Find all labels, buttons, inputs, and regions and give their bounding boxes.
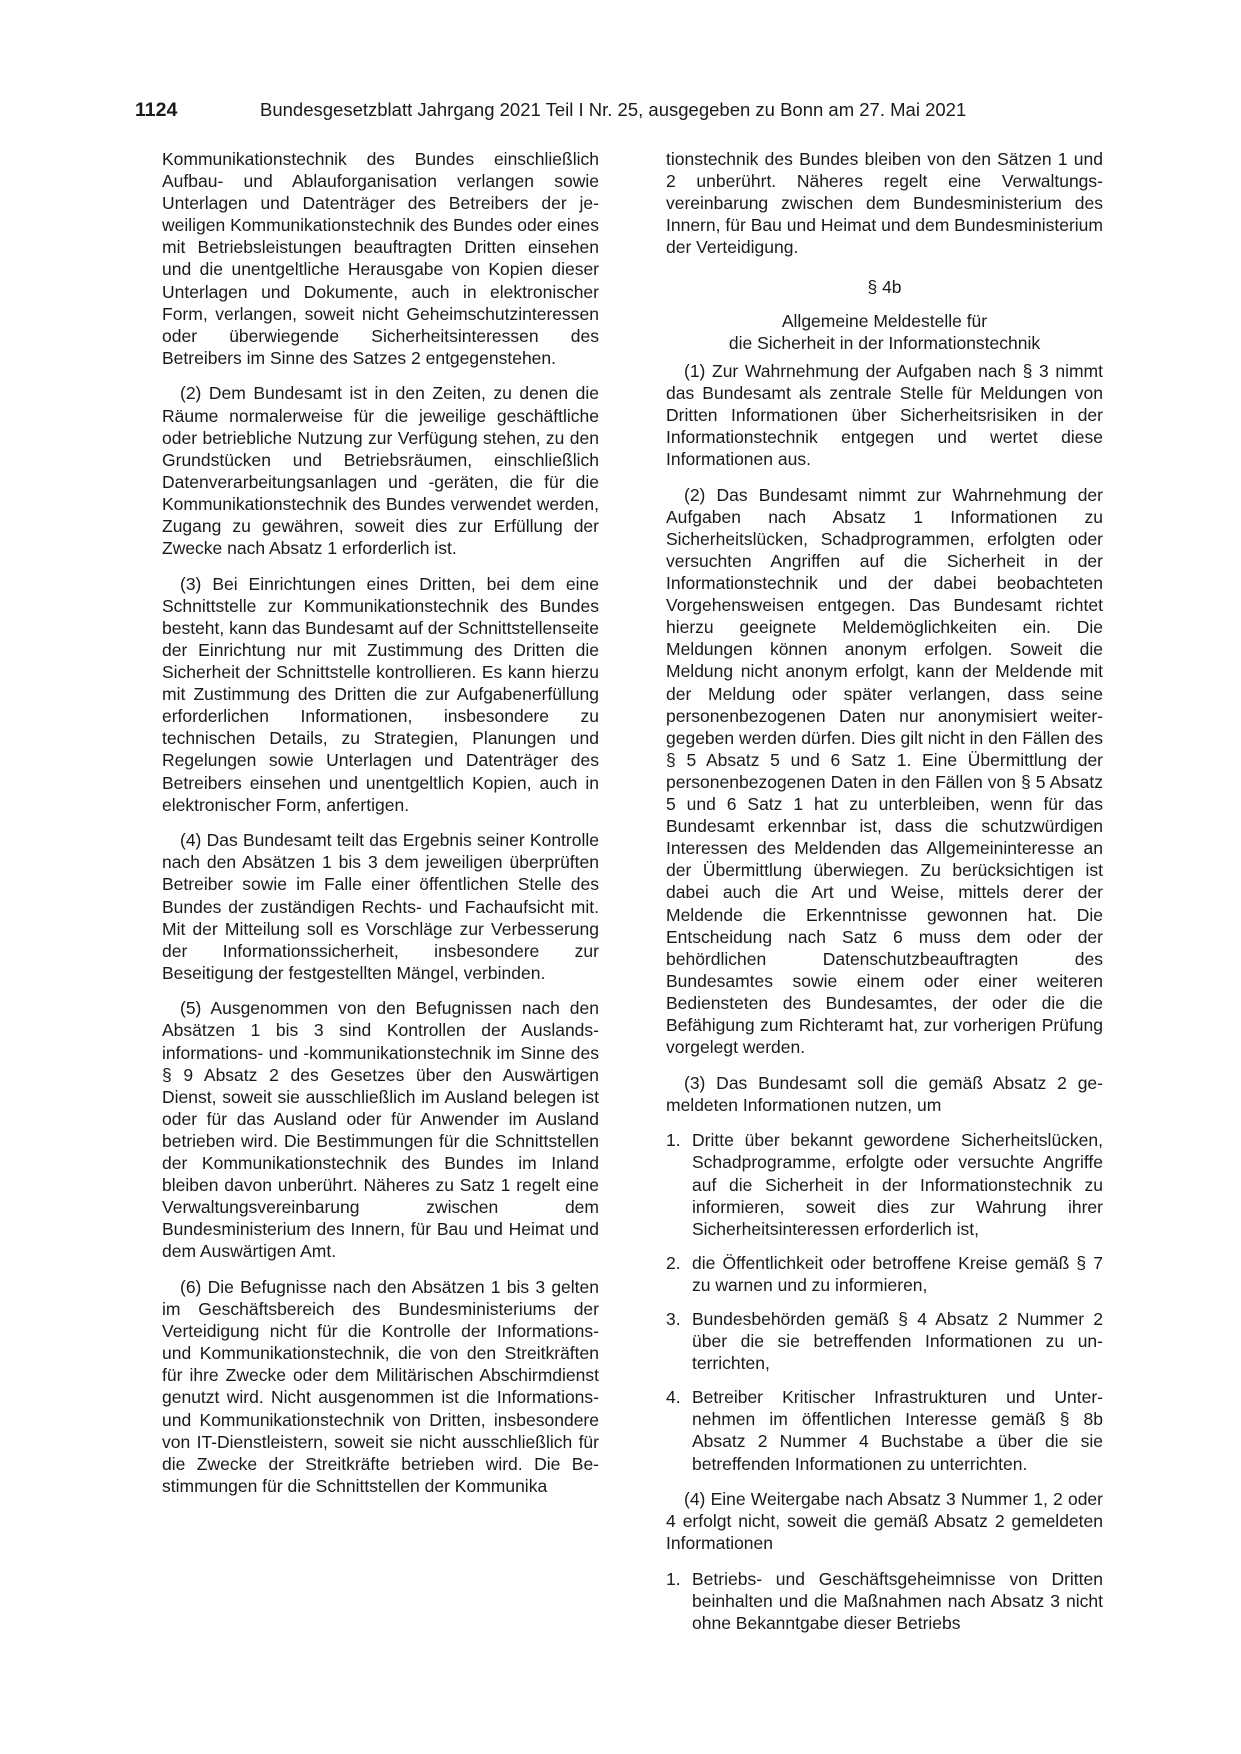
page-header: [135, 97, 995, 123]
paragraph-continuation: Kommunikationstechnik des Bundes einschließlich Aufbau- und Ablauforganisation verlangen sowie Unterlagen und Datenträger des Betreibers der jeweiligen Kommunikationstechnik des Bundes oder eines mit Betriebsleistungen beauftragten Dritten einsehen und die unentgeltliche Herausgabe von Kopien dieser Unterlagen und Dokumente, auch in elektronischer Form, verlangen, soweit nicht Geheimschutzinteressen oder überwiegende Sicherheitsinteressen des Betreibers im Sinne des Satzes 2 entgegenstehen.: [162, 149, 599, 368]
section-title-line-1: Allgemeine Meldestelle für: [781, 310, 988, 331]
paragraph-continuation: tionstechnik des Bundes bleiben von den Sätzen 1 und 2 unberührt. Näheres regelt eine Verwaltungsvereinbarung zwischen dem Bundesministerium des Innern, für Bau und Heimat und dem Bundesministerium der Verteidigung.: [666, 149, 1103, 258]
list-item-number: 1.: [666, 1568, 681, 1589]
list-item-text: Dritte über bekannt gewordene Sicherheitslücken, Schadprogramme, erfolgte oder versuchte Angriffe auf die Sicherheit in der Informationstechnik zu informieren, soweit dies zur Wahrung ihrer Sicherheitsinteressen erforderlich ist,: [692, 1130, 1103, 1239]
paragraph-5: (5) Ausgenommen von den Befugnissen nach den Absätzen 1 bis 3 sind Kontrollen der Auslandsinformations- und -kommunikationstechnik im Sinne des § 9 Absatz 2 des Gesetzes über den Auswärtigen Dienst, soweit sie ausschließlich im Ausland belegen ist oder für das Ausland oder für Anwender im Ausland betrieben wird. Die Bestimmungen für die Schnittstellen der Kommunikationstechnik des Bundes im Inland bleiben davon unberührt. Näheres zu Satz 1 regelt eine Verwaltungsvereinbarung zwischen dem Bundesministerium des Innern, für Bau und Heimat und dem Auswärtigen Amt.: [162, 998, 599, 1262]
list-item-number: 1.: [666, 1130, 681, 1151]
list-item-text: Betriebs- und Geschäftsgeheimnisse von Dritten beinhalten und die Maßnahmen nach Absatz 3 nicht ohne Bekanntgabe dieser Betriebs: [692, 1568, 1103, 1634]
section-paragraph-1: (1) Zur Wahrnehmung der Aufgaben nach § 3 nimmt das Bundesamt als zentrale Stelle für Meldungen von Dritten Informationen über Sicherheitsrisiken in der Informationstechnik entgegen und wertet diese Informationen aus.: [666, 360, 1103, 470]
list-item-number: 3.: [666, 1309, 681, 1329]
list-item-text: die Öffentlichkeit oder betroffene Kreise gemäß § 7 zu warnen und zu informieren,: [692, 1252, 1103, 1295]
list-item: [666, 1386, 1103, 1474]
running-title: Bundesgesetzblatt Jahrgang 2021 Teil I Nr. 25, ausgegeben zu Bonn am 27. Mai 2021: [260, 99, 967, 120]
paragraph-3: (3) Bei Einrichtungen eines Dritten, bei dem eine Schnittstelle zur Kommunikationstechnik des Bundes besteht, kann das Bundesamt auf der Schnittstellenseite der Einrichtung nur mit Zustimmung des Dritten die Sicherheit der Schnittstelle kontrollieren. Es kann hierzu mit Zustimmung des Dritten die zur Aufgabenerfüllung erforderlichen Informationen, insbesondere zu technischen Details, zu Strategien, Planungen und Regelungen sowie Unterlagen und Datenträger des Betreibers einsehen und unentgeltlich Kopien, auch in elektronischer Form, anfertigen.: [162, 573, 599, 815]
list-item-number: 2.: [666, 1252, 681, 1273]
list-item-text: Bundesbehörden gemäß § 4 Absatz 2 Nummer 2 über die sie betreffenden Informationen zu unterrichten,: [692, 1309, 1103, 1374]
right-column: [666, 148, 1103, 1648]
list-item: [666, 1252, 1103, 1296]
section-paragraph-2: (2) Das Bundesamt nimmt zur Wahrnehmung der Aufgaben nach Absatz 1 Informationen zu Sicherheitslücken, Schadprogrammen, erfolgten oder versuchten Angriffen auf die Sicherheit in der Informationstechnik und der dabei beobachteten Vorgehensweisen entgegen. Das Bundesamt richtet hierzu geeignete Meldemöglichkeiten ein. Die Meldungen können anonym erfolgen. Soweit die Meldung nicht anonym erfolgt, kann der Meldende mit der Meldung oder später verlangen, dass seine personenbezogenen Daten nur anonymisiert weitergegeben werden dürfen. Dies gilt nicht in den Fällen des § 5 Absatz 5 und 6 Satz 1. Eine Übermittlung der personenbezogenen Daten in den Fällen von § 5 Absatz 5 und 6 Satz 1 hat zu unterbleiben, wenn für das Bundesamt erkennbar ist, dass die schutzwürdigen Interessen des Meldenden das Allgemeininteresse an der Übermittlung überwiegen. Zu berücksichtigen ist dabei auch die Art und Weise, mittels derer der Meldende die Erkenntnisse gewonnen hat. Die Entscheidung nach Satz 6 muss dem oder der behördlichen Datenschutzbeauftragten des Bundesamtes sowie einem oder einer weiteren Bediensteten des Bundesamtes, der oder die die Befähigung zum Richteramt hat, zur vorherigen Prüfung vorgelegt werden.: [666, 484, 1103, 1058]
paragraph-6: (6) Die Befugnisse nach den Absätzen 1 bis 3 gelten im Geschäftsbereich des Bundesministeriums der Verteidigung nicht für die Kontrolle der Informations- und Kommunikationstechnik, die von den Streitkräften für ihre Zwecke oder dem Militärischen Abschirmdienst genutzt wird. Nicht ausgenommen ist die Informations- und Kommunikationstechnik von Dritten, insbesondere von IT-Dienstleistern, soweit sie nicht ausschließlich für die Zwecke der Streitkräfte betrieben wird. Die Bestimmungen für die Schnittstellen der Kommunika: [162, 1277, 599, 1496]
section-title: [666, 310, 1103, 354]
list-paragraph-3: [666, 1129, 1103, 1474]
paragraph-4: (4) Das Bundesamt teilt das Ergebnis seiner Kontrolle nach den Absätzen 1 bis 3 dem jeweiligen überprüften Betreiber sowie im Falle einer öffentlichen Stelle des Bundes der zuständigen Rechts- und Fachaufsicht mit. Mit der Mitteilung soll es Vorschläge zur Verbesserung der Informationssicherheit, insbesondere zur Beseitigung der festgestellten Mängel, verbinden.: [162, 830, 599, 983]
page-number: 1124: [135, 99, 178, 121]
section-paragraph-3: (3) Das Bundesamt soll die gemäß Absatz 2 gemeldeten Informationen nutzen, um: [666, 1072, 1103, 1115]
list-item-number: 4.: [666, 1387, 681, 1408]
left-column: [162, 148, 599, 1510]
list-item: [666, 1568, 1103, 1634]
paragraph-2: (2) Dem Bundesamt ist in den Zeiten, zu denen die Räume normalerweise für die jeweilige geschäftliche oder betriebliche Nutzung zur Verfügung stehen, zu den Grundstücken und Betriebsräumen, einschließlich Datenverarbeitungsanlagen und -geräten, die für die Kommunikationstechnik des Bundes verwendet werden, Zugang zu gewähren, soweit dies zur Erfüllung der Zwecke nach Absatz 1 erforderlich ist.: [162, 383, 599, 559]
list-item: [666, 1129, 1103, 1239]
list-paragraph-4: [666, 1568, 1103, 1634]
section-title-line-2: die Sicherheit in der Informationstechnik: [728, 332, 1041, 353]
list-item-text: Betreiber Kritischer Infrastrukturen und Unternehmen im öffentlichen Interesse gemäß § 8b Absatz 2 Nummer 4 Buchstabe a über die sie betreffenden Informationen zu unterrichten.: [692, 1387, 1103, 1474]
list-item: [666, 1308, 1103, 1374]
section-number: § 4b: [867, 277, 902, 298]
section-paragraph-4: (4) Eine Weitergabe nach Absatz 3 Nummer 1, 2 oder 4 erfolgt nicht, soweit die gemäß Absatz 2 gemeldeten Informationen: [666, 1489, 1103, 1554]
